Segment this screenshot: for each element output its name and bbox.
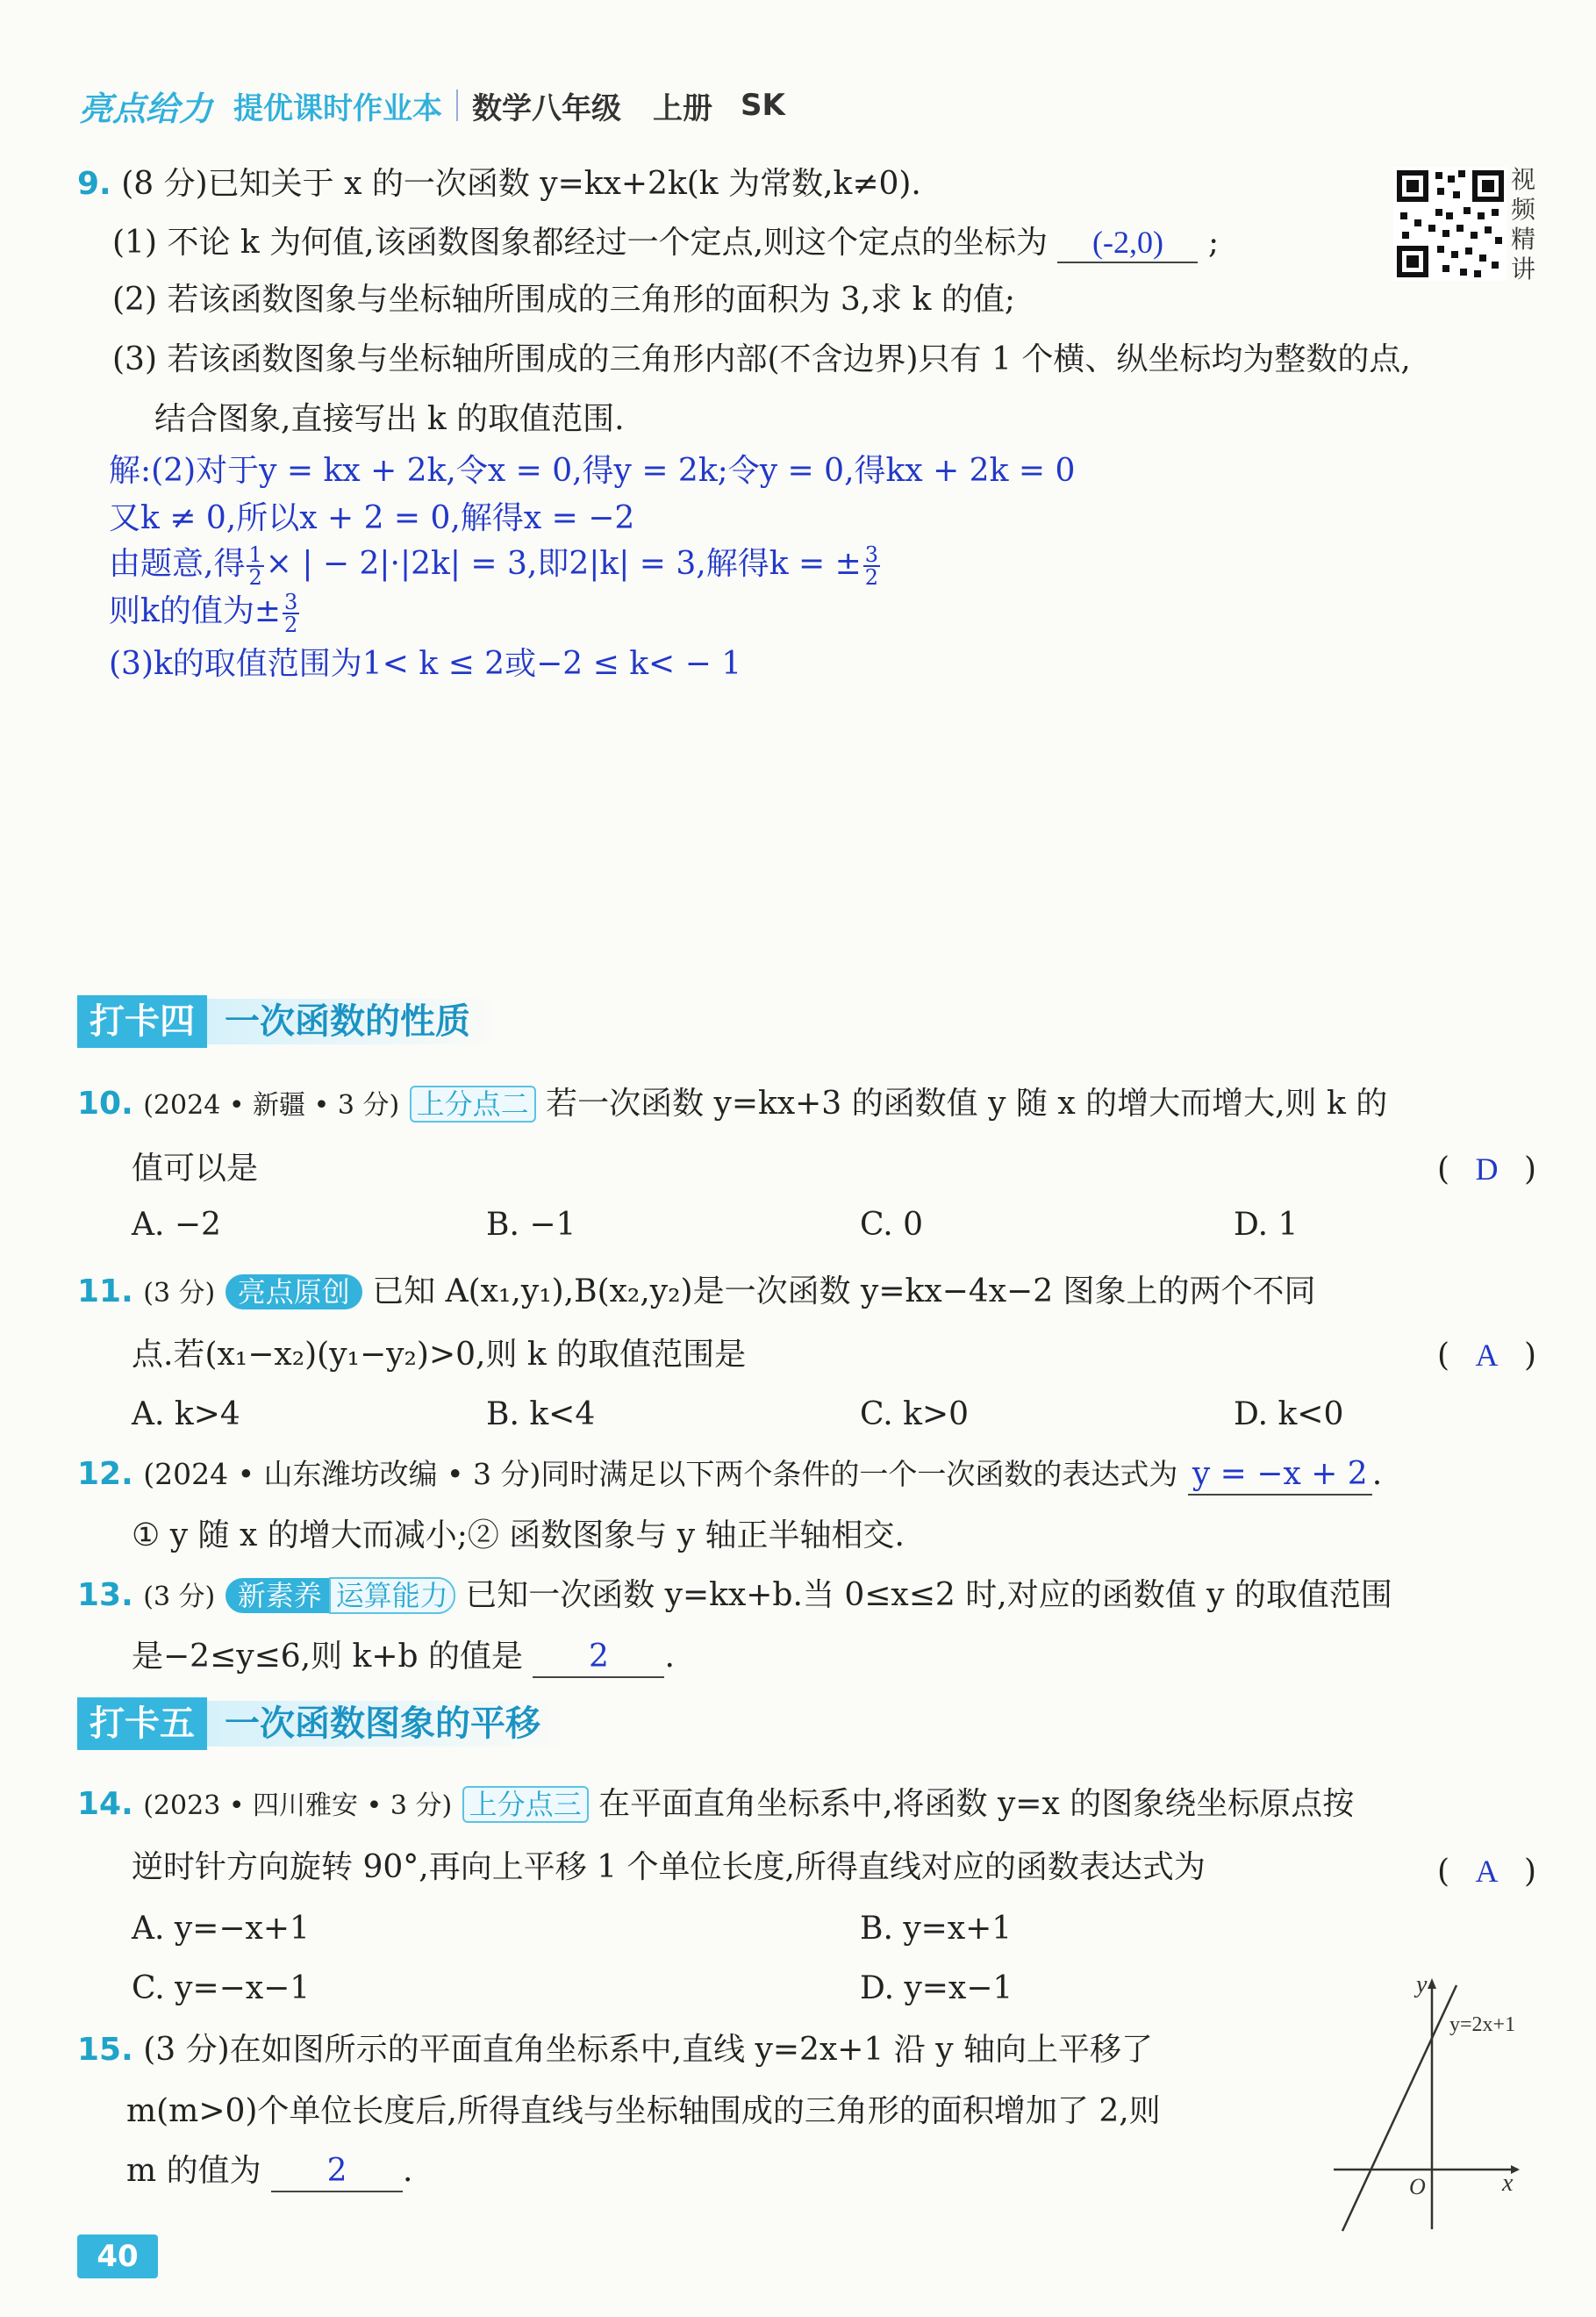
fraction-denominator: 2 [283,613,298,637]
question-number: 10. [77,1086,133,1122]
q15-answer: 2 [271,2152,403,2192]
option-a[interactable]: A. y=−x+1 [132,1911,310,1947]
q13-stem2-text: 是−2≤y≤6,则 k+b 的值是 [132,1639,523,1675]
fraction-numerator: 3 [283,590,298,614]
q15-end: . [403,2153,413,2189]
paren-open: ( [1437,1151,1450,1187]
paren-open: ( [1437,1338,1450,1374]
q12-end: . [1371,1456,1383,1492]
option-d[interactable]: D. 1 [1234,1207,1299,1243]
option-c[interactable]: C. k>0 [860,1396,970,1432]
q10-stem-text: 若一次函数 y=kx+3 的函数值 y 随 x 的增大而增大,则 k 的 [546,1086,1388,1122]
option-d[interactable]: D. y=x−1 [860,1970,1013,2006]
series-title: 提优课时作业本 [233,90,443,126]
q11-answer-box [1437,1336,1536,1375]
q9-part3-line2: 结合图象,直接写出 k 的取值范围. [154,401,625,437]
q9-solution-line3-b: × | − 2|·|2k| = 3,即2|k| = 3,解得k = ± [265,546,862,582]
option-b[interactable]: B. y=x+1 [860,1911,1013,1947]
qr-label-char: 频 [1511,195,1536,224]
q14-stem2: 逆时针方向旋转 90°,再向上平移 1 个单位长度,所得直线对应的函数表达式为 [132,1849,1206,1885]
q9-solution-line2: 又k ≠ 0,所以x + 2 = 0,解得x = −2 [109,500,635,536]
q10-answer-box [1437,1150,1536,1189]
q15-graph [1325,1966,1535,2238]
section-badge: 打卡五 [77,1697,207,1750]
question-number: 14. [77,1786,133,1822]
qr-label [1511,165,1541,284]
fraction-three-halves [863,544,880,588]
q14-tag: 上分点三 [462,1786,589,1823]
question-number: 9. [77,166,111,202]
q14-source: (2023 • 四川雅安 • 3 分) [143,1790,453,1821]
fraction-half [247,544,263,588]
q9-solution-line5: (3)k的取值范围为1< k ≤ 2或−2 ≤ k< − 1 [109,646,742,682]
q13-stem2 [132,1638,675,1678]
option-d[interactable]: D. k<0 [1234,1396,1344,1432]
q9-part1-text: (1) 不论 k 为何值,该函数图象都经过一个定点,则这个定点的坐标为 [112,225,1048,261]
paren-close: ) [1523,1338,1536,1374]
q9-stem [77,165,921,204]
qr-code[interactable] [1393,167,1507,281]
q9-solution-line1: 解:(2)对于y = kx + 2k,令x = 0,得y = 2k;令y = 0,得kx + 2k = 0 [109,453,1076,489]
q10-answer: D [1475,1151,1499,1187]
q11-answer: A [1475,1338,1499,1373]
q9-part3-line1: (3) 若该函数图象与坐标轴所围成的三角形内部(不含边界)只有 1 个横、纵坐标均为整数的点, [112,341,1411,377]
paren-close: ) [1523,1854,1536,1890]
option-b[interactable]: B. k<4 [486,1396,596,1432]
q11-source: (3 分) [143,1278,216,1309]
section-header-5 [77,1697,565,1750]
question-number: 15. [77,2032,133,2068]
question-number: 11. [77,1273,133,1309]
q11-tag: 亮点原创 [225,1274,362,1309]
q11-stem-text: 已知 A(x₁,y₁),B(x₂,y₂)是一次函数 y=kx−4x−2 图象上的两个不同 [372,1273,1316,1309]
fraction-denominator: 2 [864,565,879,590]
q13-source: (3 分) [143,1582,216,1612]
q12-stem2: ① y 随 x 的增大而减小;② 函数图象与 y 轴正半轴相交. [132,1517,905,1553]
paren-close: ) [1523,1151,1536,1187]
line-label: y=2x+1 [1449,2013,1516,2036]
qr-label-char: 讲 [1511,255,1536,283]
q13-end: . [664,1639,675,1675]
q9-solution-line3-a: 由题意,得 [109,546,246,582]
q10-stem [77,1085,1387,1125]
coordinate-graph [1325,1966,1535,2238]
section-title: 一次函数的性质 [207,999,495,1044]
question-number: 13. [77,1577,133,1613]
section-title: 一次函数图象的平移 [207,1701,565,1747]
q11-stem2: 点.若(x₁−x₂)(y₁−y₂)>0,则 k 的取值范围是 [132,1337,747,1373]
q12-answer: y = −x + 2 [1188,1455,1372,1496]
subject-label: 数学八年级 [472,90,622,126]
q9-part1 [112,223,1219,263]
graph-line [1342,1985,1456,2231]
q9-stem-text: (8 分)已知关于 x 的一次函数 y=kx+2k(k 为常数,k≠0). [121,166,921,202]
q12-stem [77,1455,1382,1496]
brand-logo: 亮点给力 [79,89,213,128]
x-axis-label: x [1502,2170,1514,2197]
fraction-numerator: 3 [864,542,879,567]
fraction-numerator: 1 [248,542,262,567]
fraction-three-halves [283,592,299,635]
q14-stem-text: 在平面直角坐标系中,将函数 y=x 的图象绕坐标原点按 [598,1786,1355,1822]
question-number: 12. [77,1456,133,1492]
q9-solution-line4 [109,590,301,635]
q9-solution-line4-a: 则k的值为± [109,593,281,629]
q10-stem2: 值可以是 [132,1151,259,1187]
qr-code-icon [1393,167,1507,281]
q9-part2: (2) 若该函数图象与坐标轴所围成的三角形的面积为 3,求 k 的值; [112,282,1016,318]
q13-tag-skill: 运算能力 [329,1577,455,1614]
volume-label: 上册 [653,90,713,126]
q15-stem [77,2031,1153,2070]
q15-stem3 [126,2152,413,2192]
q13-stem [77,1576,1392,1617]
q15-stem2: m(m>0)个单位长度后,所得直线与坐标轴围成的三角形的面积增加了 2,则 [126,2093,1161,2129]
option-c[interactable]: C. y=−x−1 [132,1970,311,2006]
q10-source: (2024 • 新疆 • 3 分) [143,1090,400,1121]
section-badge: 打卡四 [77,995,207,1048]
qr-label-char: 精 [1511,225,1536,254]
divider [456,90,458,121]
q9-solution-line3 [109,542,882,588]
q15-stem3-text: m 的值为 [126,2153,261,2189]
q9-part1-answer: (-2,0) [1057,223,1198,263]
q13-tag-new: 新素养 [225,1578,329,1613]
page-header [79,79,785,132]
origin-label: O [1409,2174,1426,2199]
q9-part1-end: ; [1207,225,1220,261]
option-a[interactable]: A. k>4 [132,1396,240,1432]
page-number: 40 [77,2235,158,2278]
fraction-denominator: 2 [248,565,262,590]
q14-answer-box [1437,1852,1536,1891]
q13-stem-text: 已知一次函数 y=kx+b.当 0≤x≤2 时,对应的函数值 y 的取值范围 [465,1577,1392,1613]
y-axis-arrow [1428,1978,1436,1989]
q13-answer: 2 [533,1638,664,1678]
q15-stem-text: (3 分)在如图所示的平面直角坐标系中,直线 y=2x+1 沿 y 轴向上平移了 [143,2032,1154,2068]
section-header-4 [77,995,495,1048]
q11-stem [77,1273,1316,1313]
q14-stem [77,1785,1354,1826]
q10-tag: 上分点二 [410,1086,536,1123]
option-b[interactable]: B. −1 [486,1207,576,1243]
edition-label: SK [741,88,785,123]
paren-open: ( [1437,1854,1450,1890]
qr-label-char: 视 [1511,165,1536,194]
option-a[interactable]: A. −2 [132,1207,221,1243]
q12-stem-text: (2024 • 山东潍坊改编 • 3 分)同时满足以下两个条件的一个一次函数的表达式为 [143,1457,1178,1491]
option-c[interactable]: C. 0 [860,1207,924,1243]
y-axis-label: y [1416,1971,1428,1998]
q14-answer: A [1475,1854,1499,1889]
